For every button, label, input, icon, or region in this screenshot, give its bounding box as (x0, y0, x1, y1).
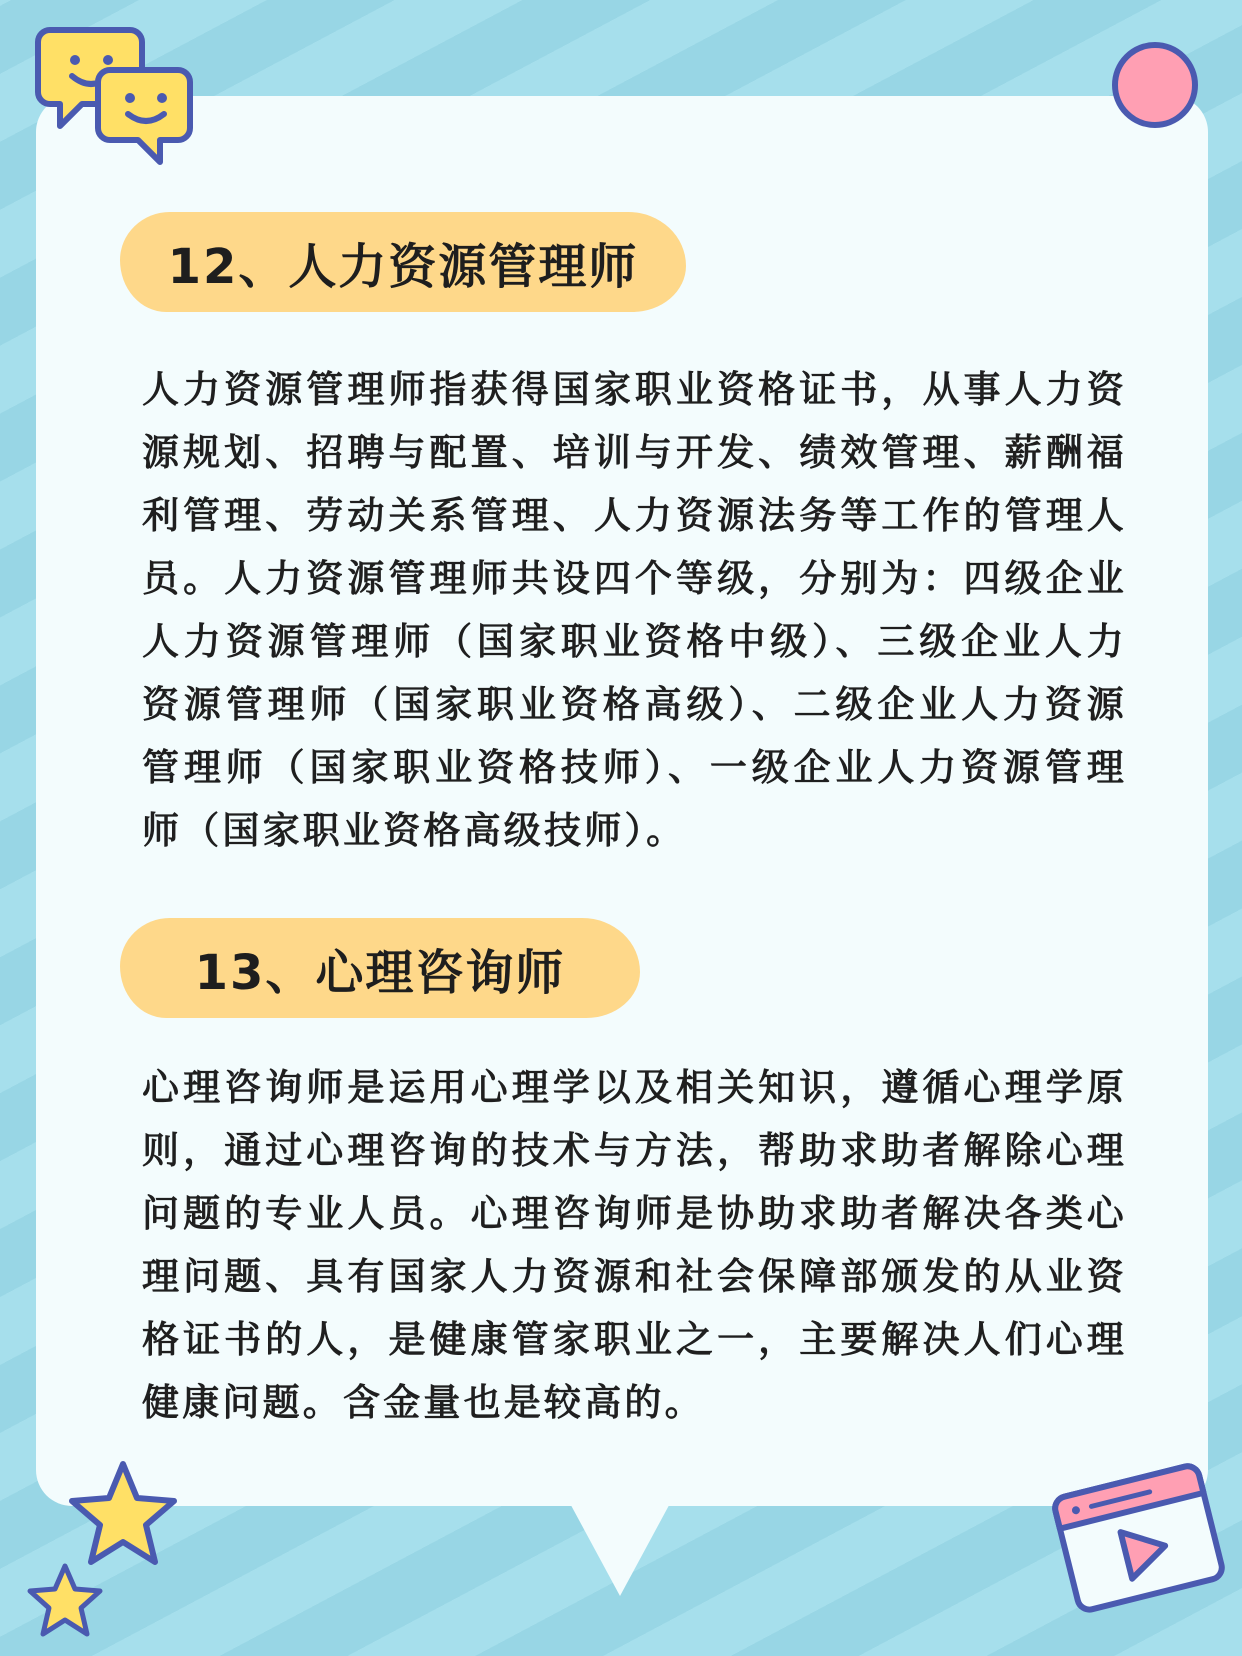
pink-circle-decoration (1108, 38, 1202, 132)
small-star-icon (24, 1560, 106, 1642)
section-title-hr-manager: 12、人力资源管理师 (120, 212, 686, 312)
star-icon (64, 1456, 182, 1574)
video-player-icon (1050, 1456, 1226, 1616)
section-body-counselor: 心理咨询师是运用心理学以及相关知识，遵循心理学原则，通过心理咨询的技术与方法，帮助求助者解除心理问题的专业人员。心理咨询师是协助求助者解决各类心理问题、具有国家人力资源和社会保障部颁发的从业资格证书的人，是健康管家职业之一，主要解决人们心理健康问题。含金量也是较高的。 (142, 1066, 1127, 1424)
section-body-hr-manager: 人力资源管理师指获得国家职业资格证书，从事人力资源规划、招聘与配置、培训与开发、绩效管理、薪酬福利管理、劳动关系管理、人力资源法务等工作的管理人员。人力资源管理师共设四个等级，分别为：四级企业人力资源管理师（国家职业资格中级）、三级企业人力资源管理师（国家职业资格高级）、二级企业人力资源管理师（国家职业资格技师）、一级企业人力资源管理师（国家职业资格高级技师）。 (142, 368, 1127, 852)
section-title-counselor: 13、心理咨询师 (120, 918, 640, 1018)
card-speech-tail (566, 1496, 674, 1596)
chat-bubbles-icon (30, 20, 200, 170)
